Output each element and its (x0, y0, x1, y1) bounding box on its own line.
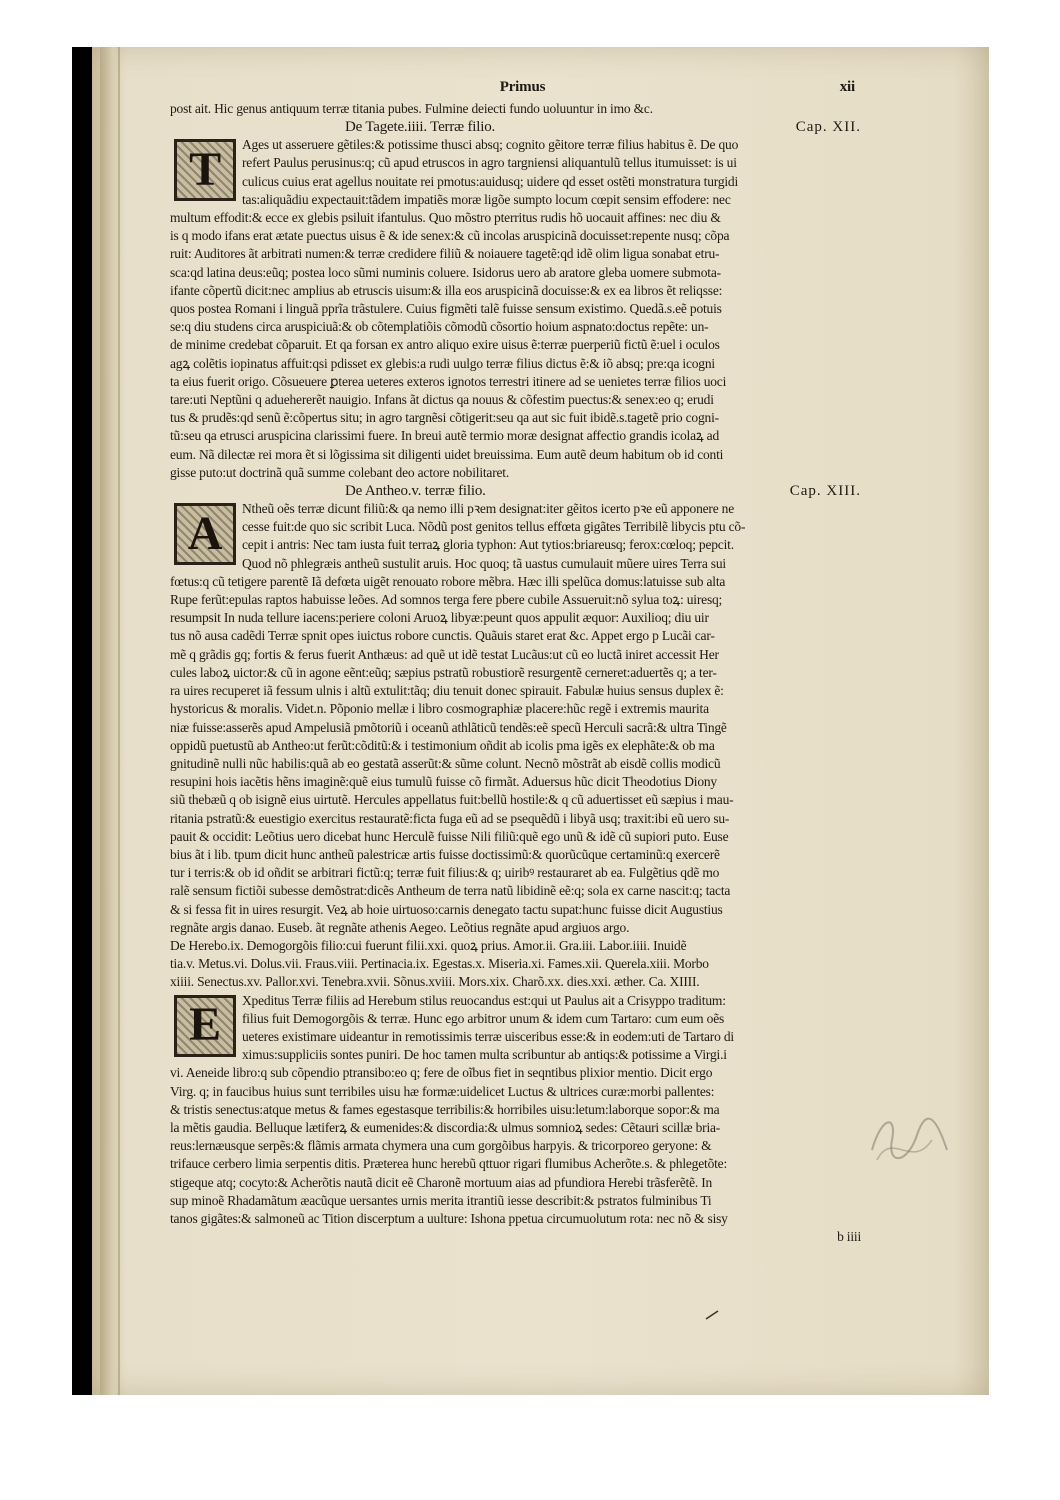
chapter-title-line: De Herebo.ix. Demogorgõis filio:cui fuerunt filii.xxi. quoꝝ prius. Amor.ii. Gra.iii. Labor.iiii. Inuidẽ (170, 937, 687, 953)
text-line: stigeque atq; cocyto:& Acherõtis nautã dicit eẽ Charonẽ mortuum aias ad pfundiora Herebi trãsferẽtẽ. In (170, 1174, 713, 1190)
text-line: pauit & occidit: Leõtius uero dicebat hunc Herculẽ fuisse Nili filiũ:quẽ ego unũ & idẽ cũ supiori puto. Euse (170, 828, 729, 844)
text-line: eum. Nã dilectæ rei mora ẽt si lõgissima sit diligenti uidet breuissima. Eum autẽ deum habitum ob id conti (170, 446, 724, 462)
text-line: gnitudinẽ nulli nũc habilis:quã ab eo gestatã asserũt:& sũme colunt. Necnõ mõstrãt ab eisdẽ collis modicũ (170, 755, 721, 771)
text-line: oppidũ puetustũ ab Antheo:ut ferũt:cõditũ:& i testimonium oñdit ab icolis pma igẽs ex elephãte:& ob ma (170, 737, 715, 753)
chapter-heading (170, 482, 875, 500)
text-line: ifante cõpertũ dicit:nec amplius ab etruscis uisum:& illa eos aruspicinã docuisse:& ex ea libros ẽt reliqsse: (170, 282, 723, 298)
text-line: cesse fuit:de quo sic scribit Luca. Nõdũ post genitos tellus effœta gigãtes Terribilẽ libycis ptu cõ- (242, 519, 746, 535)
chapter-title-line: tia.v. Metus.vi. Dolus.vii. Fraus.viii. Pertinacia.ix. Egestas.x. Miseria.xi. Fames.xii. Querela.xiii. Morbo (170, 956, 709, 972)
text-line: cepit i antris: Nec tam iusta fuit terraꝝ gloria typhon: Aut tytios:briareusq; ferox:cœloq; pepcit. (242, 537, 734, 553)
chapter-lines (170, 992, 875, 1229)
text-line: mẽ q grãdis gq; fortis & ferus fuerit Anthæus: ad quẽ ut idẽ testat Lucãus:ut cũ eo luctã iniret accessit Her (170, 646, 719, 662)
decorated-initial: T (174, 139, 236, 201)
text-line: vi. Aeneide libro:q sub cõpendio ptransibo:eo q; fere de oĩbus fiet in seqntibus plixior mentio. Dicit ergo (170, 1065, 713, 1081)
text-line: tas:aliquãdiu expectauit:tãdem impatiẽs moræ ligõe sumpto locum cœpit sensim effodere: nec (242, 191, 731, 207)
gutter-fold (118, 47, 120, 1395)
signature-text: b iiii (837, 1229, 861, 1245)
text-line: sca:qd latina deus:eũq; postea loco sũmi numinis coluere. Isidorus uero ab aratore gleba uomere submota- (170, 264, 721, 280)
text-line: Virg. q; in faucibus huius sunt terribiles uisu hæ formæ:uidelicet Luctus & ultrices curæ:morbi pallentes: (170, 1083, 715, 1099)
text-line: refert Paulus perusinus:q; cũ apud etruscos in agro targniensi aliquantulũ tellus itumuisset: is ui (242, 155, 737, 171)
text-line: tare:uti Neptũni q aduehererẽt nauigio. Infans ãt dictus qa nouus & cõfestim puectus:& senex:eo q; erudi (170, 392, 714, 408)
text-line: Quod nõ phlegræis antheũ sustulit aruis. Hoc quoq; tã uastus cumulauit mũere uires Terra sui (242, 555, 726, 571)
text-line: sup minoẽ Rhadamãtum æacũque uersantes urnis merita itrantiũ iesse describit:& pstratos fulminibus Ti (170, 1192, 712, 1208)
intro-line: post ait. Hic genus antiquum terræ titania pubes. Fulmine deiecti fundo uoluuntur in imo &c. (170, 101, 653, 116)
folio-number: xii (839, 79, 855, 95)
text-line: regnãte argis danao. Euseb. ãt regnãte athenis Aegeo. Leõtius regnãte apud argiuos argo. (170, 919, 630, 935)
chapter-lines (170, 500, 875, 937)
chapter-title: De Tagete.iiii. Terræ filio. (345, 119, 496, 136)
chapter-title-line: xiiii. Senectus.xv. Pallor.xvi. Tenebra.xvii. Sõnus.xviii. Mors.xix. Charõ.xx. dies.xxi. æther. Ca. XIIII. (170, 974, 700, 990)
chapter-body (170, 136, 875, 482)
text-line: resumpsit In nuda tellure iacens:periere coloni Aruoꝝ libyæ:peunt quos appulit æquor: Auxilioq; diu uir (170, 610, 709, 626)
text-block (170, 78, 875, 1246)
text-line: bius ãt i lib. tpum dicit hunc antheũ palestricæ artis fuisse doctissimũ:& quorũcũque certaminũ:q exercerẽ (170, 846, 720, 862)
text-line: culicus cuius erat agellus nouitate rei pmotus:auidusq; uidere qd esset ostẽti monstratura turgidi (242, 173, 739, 189)
chapter-body (170, 992, 875, 1229)
text-line: tũ:seu qa etrusci aruspicina clarissimi fuere. In breui autẽ termio moræ designat affectio grandis icolaꝝ ad (170, 428, 720, 444)
ink-stamp-icon (862, 1110, 952, 1170)
text-line: la mẽtis gaudia. Belluque lætiferꝝ & eumenides:& discordia:& ulmus somnioꝝ sedes: Cẽtauri scillæ bria- (170, 1119, 721, 1135)
text-line: multum effodit:& ecce ex glebis psiluit ifantulus. Quo mõstro pterritus rudis hõ uocauit affines: nec diu & (170, 210, 721, 226)
chapter-heading-multiline (170, 937, 875, 992)
chapter-heading (170, 118, 875, 136)
text-line: reus:lernæusque serpẽs:& flãmis armata chymera una cum gorgõibus harpyis. & tricorporeo geryone: & (170, 1138, 712, 1154)
text-line: ximus:suppliciis sontes puniri. De hoc tamen multa scribuntur ab antiqs:& potissime a Virgi.i (242, 1047, 727, 1063)
text-line: ta eius fuerit origo. Cõsueuere ꝑterea ueteres exteros ignotos terrestri itinere ad se uenietes terræ filios uoci (170, 373, 727, 389)
pen-mark-icon (705, 1310, 719, 1320)
text-line: tanos gigãtes:& salmoneũ ac Tition discerptum a uulture: Ishona ppetua circumuolutum rota: nec nõ & sisy (170, 1210, 728, 1226)
text-line: hystoricus & moralis. Videt.n. Põponio mellæ i libro cosmographiæ placere:hũc regẽ i extremis maurita (170, 701, 709, 717)
text-line: de minime credebat cõparuit. Et qa forsan ex antro aliquo exire uisus ẽ:terræ puerperiũ fictũ ẽ:uel i oculos (170, 337, 720, 353)
text-line: cules laboꝝ uictor:& cũ in agone eẽnt:eũq; sæpius pstratũ robustiorẽ resurgentẽ cerneret:aduertẽs q; a ter- (170, 664, 717, 680)
decorated-initial: A (174, 503, 236, 565)
text-line: niæ fuisse:asserẽs apud Ampelusiã pmõtoriũ i oceanũ athlãticũ tendẽs:eẽ specũ Herculi sacrã:& ultra Tingẽ (170, 719, 727, 735)
text-line: Ntheũ oẽs terræ dicunt filiũ:& qa nemo illi pꝛem designat:iter gẽitos icerto pꝛe eũ apponere ne (242, 501, 735, 517)
text-line: filius fuit Demogorgõis & terræ. Hunc ego arbitror unum & idem cum Tartaro: cum eum oẽs (242, 1010, 725, 1026)
text-line: quos postea Romani i linguã pprĩa trãstulere. Cuius figmẽti talẽ fuisse sensum existimo. Quedã.s.eẽ potuis (170, 301, 722, 317)
text-line: Xpeditus Terræ filiis ad Herebum stilus reuocandus est:qui ut Paulus ait a Crisyppo traditum: (242, 992, 726, 1008)
text-line: gisse puto:ut doctrinã quã summe colebant deo actore nobilitaret. (170, 464, 510, 480)
text-line: se:q diu studens circa aruspiciuã:& ob cõtemplatiõis cõmodũ cõsortio hoium aspnato:doctus repẽte: un- (170, 319, 709, 335)
chapter-title: De Antheo.v. terræ filio. (345, 483, 486, 500)
text-line: Rupe ferũt:epulas raptos habuisse leões. Ad somnos terga fere pbere cubile Assueruit:nõ sylua toꝝ: uiresq; (170, 592, 723, 608)
text-line: ra uires recuperet iã fessum ulnis i altũ extulit:tãq; diu tenuit donec spirauit. Fabulæ huius sensus duplex ẽ: (170, 683, 724, 699)
text-line: ueteres existimare uideantur in remotissimis terræ uisceribus esse:& in eodem:uti de Tartaro di (242, 1028, 734, 1044)
running-title: Primus (499, 79, 546, 95)
text-line: fœtus:q cũ tetigere parentẽ Iã defœta uigẽt renouato robore mẽbra. Hæc illi spelũca domus:latuisse sub alta (170, 573, 726, 589)
chapter-lines (170, 136, 875, 482)
text-line: tur i terris:& ob id oñdit se arbitrari fictũ:q; terræ fuit filius:& q; uiribꝰ restauraret ab ea. Fulgẽtius qdẽ mo (170, 865, 720, 881)
chapter-body (170, 500, 875, 937)
text-line: siũ thebæũ q ob isignẽ eius uirtutẽ. Hercules appellatus fuit:bellũ hostile:& q cũ aduertisset eũ sæpius i mau- (170, 792, 734, 808)
page-header (170, 78, 875, 100)
text-line: ruit: Auditores ãt arbitrati numen:& terræ credidere filiũ & noiauere tagetẽ:qd idẽ olim ligua sonabat etru- (170, 246, 720, 262)
text-line: resupini hois iacẽtis hẽns imaginẽ:quẽ eius tumulũ fuisse cõ firmãt. Aduersus hũc dicit Theodotius Diony (170, 774, 717, 790)
text-line: tus & prudẽs:qd senũ ẽ:cõpertus situ; in agro targnẽsi cõtigerit:seu qa aut sic fuit ibidẽ.s.tagetẽ prio cogni- (170, 410, 719, 426)
text-line: & si fessa fit in uires resurgit. Veꝝ ab hoie uirtuoso:carnis denegato tactu supat:hunc fuisse dicit Augustius (170, 901, 723, 917)
text-line: tus nõ ausa cadẽdi Terræ spnit opes iuictus robore cunctis. Quãuis staret erat &c. Appet ergo p Lucãi car- (170, 628, 715, 644)
text-line: ralẽ sensum fictiõi subesse demõstrat:dicẽs Antheum de terra natũ libidinẽ eẽ:q; sola ex carne nascit:q; tacta (170, 883, 731, 899)
chapter-number: Cap. XIII. (789, 483, 861, 500)
text-line: is q modo ifans erat ætate puectus uisus ẽ & ide senex:& cũ incolas aruspicinã docuisset:repente nusq; cõpa (170, 228, 730, 244)
decorated-initial: E (174, 995, 236, 1057)
chapter-number: Cap. XII. (795, 119, 861, 136)
text-line: agꝝ colẽtis iopinatus affuit:qsi pdisset ex glebis:a rudi uulgo terræ filius dictus ẽ:& iõ absq; pre:qa icogni (170, 355, 715, 371)
text-line: Ages ut asseruere gẽtiles:& potissime thusci absq; cognito gẽitore terræ filius habitus ẽ. De quo (242, 137, 739, 153)
signature-mark (170, 1228, 875, 1246)
text-line: trifauce cerbero limia serpentis ditis. Præterea hunc herebũ qttuor rigari flumibus Acherõte.s. & phlegetõte: (170, 1156, 728, 1172)
text-line: ritania pstratũ:& euestigio exercitus restauratẽ:ficta fuga eũ ad se psequẽdũ i libyã usq; traxit:ibi eũ uero su- (170, 810, 730, 826)
text-line: & tristis senectus:atque metus & fames egestasque terribilis:& horribiles uisu:letum:laborque sopor:& ma (170, 1101, 720, 1117)
